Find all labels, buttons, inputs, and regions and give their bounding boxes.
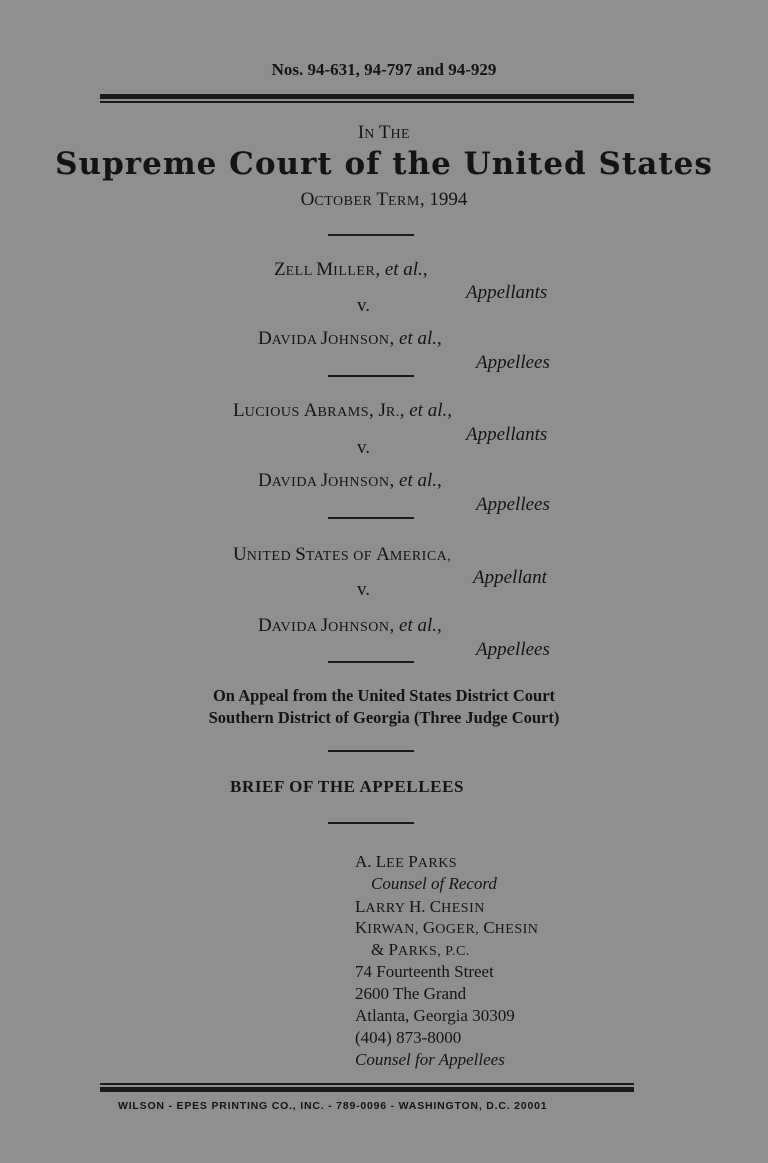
docket-numbers: Nos. 94-631, 94-797 and 94-929 — [271, 60, 497, 79]
court-name: Supreme Court of the United States — [55, 146, 713, 182]
case1-appellee: DAVIDA JOHNSON, et al., — [258, 328, 442, 349]
bottom-rule-thin — [100, 1083, 634, 1085]
case3-appellee: DAVIDA JOHNSON, et al., — [258, 615, 442, 636]
printer-line: WILSON - EPES PRINTING CO., INC. - 789-0096 - WASHINGTON, D.C. 20001 — [118, 1100, 548, 1112]
phone: (404) 873-8000 — [355, 1028, 462, 1047]
case2-appellant-role: Appellants — [466, 424, 548, 445]
case2-appellee: DAVIDA JOHNSON, et al., — [258, 470, 442, 491]
address-city: Atlanta, Georgia 30309 — [355, 1006, 515, 1025]
firm-line-2: & PARKS, P.C. — [371, 940, 470, 959]
address-building: 2600 The Grand — [355, 984, 467, 1003]
in-the-heading: IN THE — [357, 122, 411, 143]
bottom-rule-thick — [100, 1087, 634, 1092]
divider — [328, 375, 414, 377]
appeal-line-1: On Appeal from the United States District Court — [212, 686, 556, 705]
divider — [328, 822, 414, 824]
counsel-second: LARRY H. CHESIN — [355, 897, 485, 916]
case3-appellant-role: Appellant — [473, 567, 547, 588]
case1-versus: v. — [357, 295, 371, 316]
counsel-of-record: Counsel of Record — [371, 874, 497, 893]
case3-versus: v. — [357, 579, 371, 600]
case1-appellee-role: Appellees — [476, 352, 550, 373]
case3-appellee-role: Appellees — [476, 639, 550, 660]
case2-appellant: LUCIOUS ABRAMS, JR., et al., — [233, 400, 452, 421]
case1-appellant: ZELL MILLER, et al., — [274, 259, 428, 280]
case1-appellant-role: Appellants — [466, 282, 548, 303]
divider — [328, 661, 414, 663]
case2-appellee-role: Appellees — [476, 494, 550, 515]
top-rule-thick — [100, 94, 634, 99]
divider — [328, 517, 414, 519]
address-street: 74 Fourteenth Street — [355, 962, 494, 981]
case3-appellant: UNITED STATES OF AMERICA, — [233, 544, 452, 565]
case2-versus: v. — [357, 437, 371, 458]
firm-line-1: KIRWAN, GOGER, CHESIN — [355, 918, 539, 937]
brief-title: BRIEF OF THE APPELLEES — [230, 777, 465, 796]
top-rule-thin — [100, 101, 634, 103]
appeal-line-2: Southern District of Georgia (Three Judge Court) — [208, 708, 560, 727]
divider — [328, 750, 414, 752]
counsel-role: Counsel for Appellees — [355, 1050, 505, 1069]
counsel-name: A. LEE PARKS — [355, 852, 458, 871]
divider — [328, 234, 414, 236]
term-heading: OCTOBER TERM, 1994 — [300, 189, 468, 210]
